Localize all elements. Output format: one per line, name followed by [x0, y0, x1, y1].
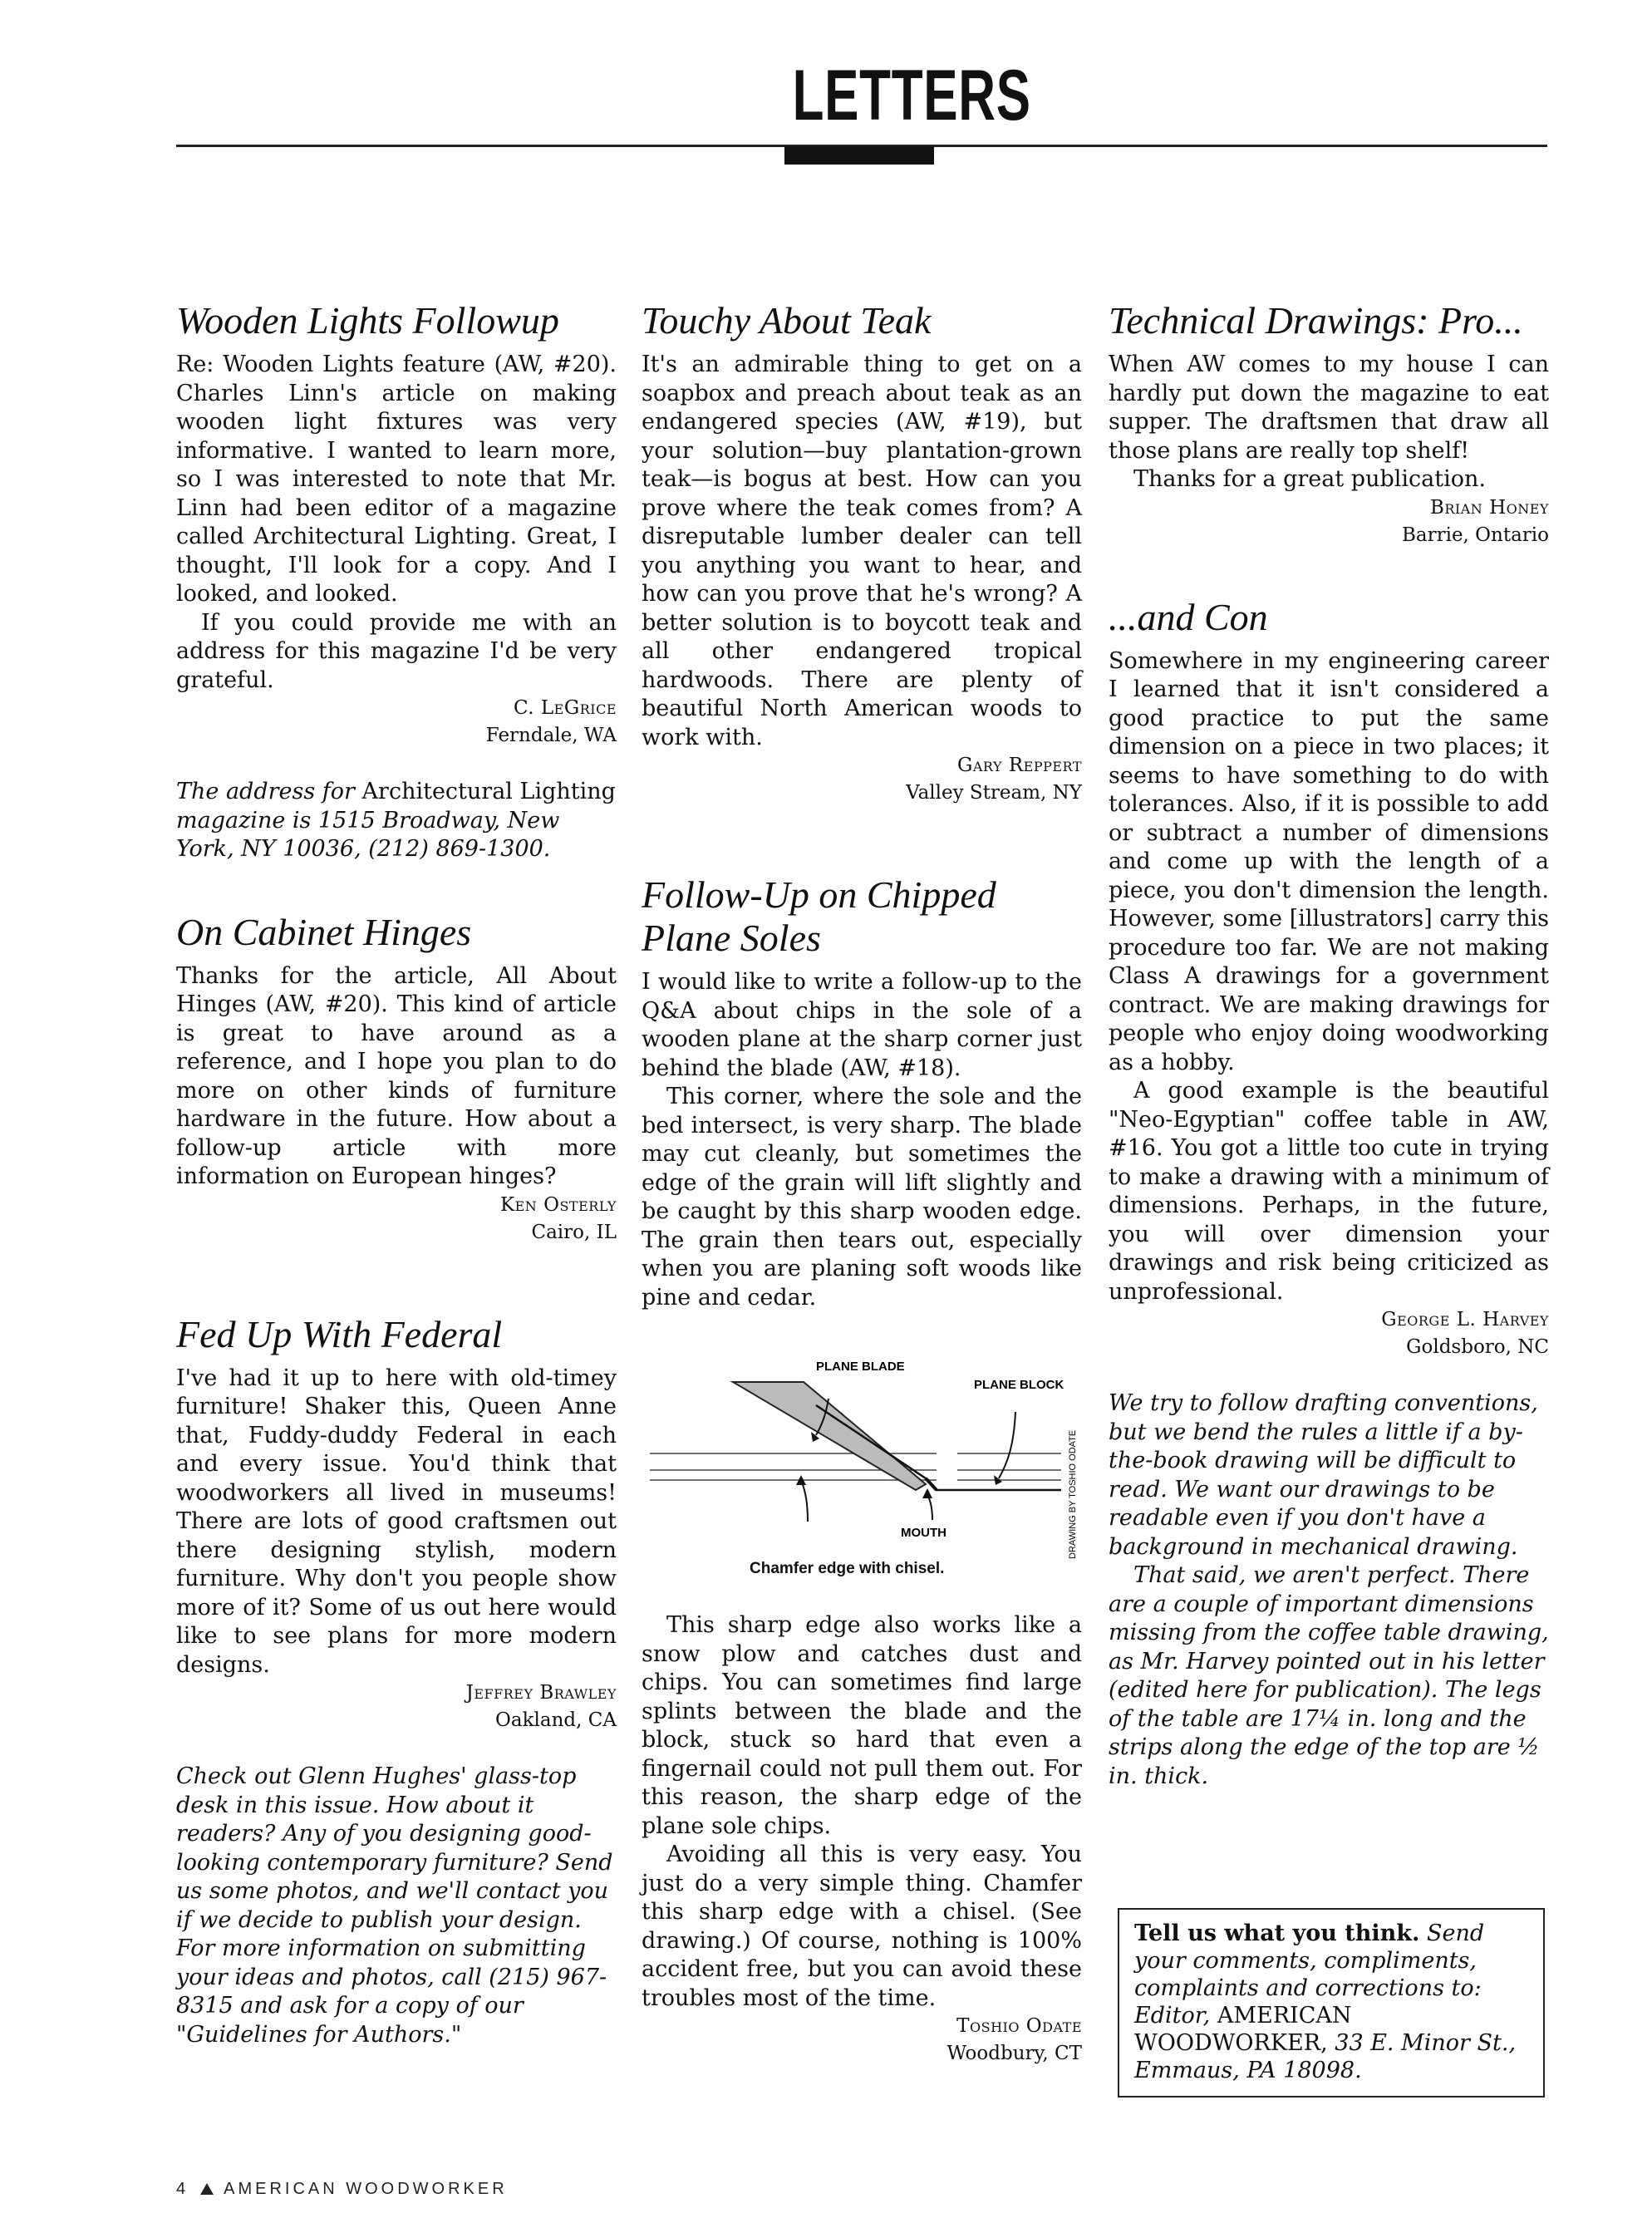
- author-location: Goldsboro, NC: [1406, 1336, 1549, 1358]
- figure-caption: Chamfer edge with chisel.: [750, 1560, 945, 1577]
- header-rule-block: [784, 146, 934, 165]
- letter-heading: Touchy About Teak: [642, 299, 932, 342]
- letter-body: Re: Wooden Lights feature (AW, #20). Charles Linn's article on making wooden light fixtures was very informative. I wanted to learn more, so I was interested to note that Mr. Linn had been editor of a magazine called Architectural Lighting. Great, I thought, I'll look for a copy. And I looked, and looked.: [176, 352, 617, 607]
- letter-heading: Follow-Up on Chipped Plane Soles: [642, 873, 996, 959]
- letter-body: I've had it up to here with old-timey furniture! Shaker this, Queen Anne that, Fuddy-duddy Federal in each and every issue. You'd think that woodworkers all lived in museums! There are lots of good craftsmen out there designing stylish, modern furniture. Why don't you people show more of it? Some of us out here would like to see plans for more modern designs.: [176, 1365, 617, 1678]
- label-plane-blade: PLANE BLADE: [816, 1360, 905, 1374]
- letter-plane-soles: [642, 873, 1082, 2068]
- drawing-credit: DRAWING BY TOSHIO ODATE: [1068, 1429, 1078, 1559]
- letter-wooden-lights: [176, 299, 617, 864]
- letter-heading: On Cabinet Hinges: [176, 910, 472, 953]
- letter-tech-con: [1109, 596, 1549, 1792]
- arrow-block: [999, 1412, 1015, 1478]
- letter-signature: [642, 2013, 1082, 2068]
- editor-note: [176, 778, 617, 864]
- tell-us-address: 33 E. Minor St., Emmaus, PA 18098.: [1134, 2030, 1517, 2083]
- letter-heading: Wooden Lights Followup: [176, 299, 559, 342]
- author-name: Brian Honey: [1429, 496, 1549, 519]
- letter-cabinet-hinges: [176, 911, 617, 1247]
- letter-body: When AW comes to my house I can hardly put down the magazine to eat supper. The draftsmen that draw all those plans are really top shelf!: [1109, 352, 1549, 464]
- letter-heading: Fed Up With Federal: [176, 1312, 503, 1355]
- letter-signature: [176, 1679, 617, 1734]
- tell-us-box: [1118, 1908, 1545, 2098]
- editor-note: Check out Glenn Hughes' glass-top desk in this issue. How about it readers? Any of you designing good-looking contemporary furniture? Send us some photos, and we'll contact you if we decide to publish your design. For more information on submitting your ideas and photos, call (215) 967-8315 and ask for a copy of our "Guidelines for Authors.": [176, 1763, 613, 2048]
- magazine-name: Architectural Lighting: [361, 779, 616, 804]
- letter-body: Somewhere in my engineering career I learned that it isn't considered a good practice to put the same dimension on a piece in two places; it seems to have something to do with tolerances. Also, if it is possible to add or subtract a number of dimensions and come up with the length of a piece, you don't dimension the length. However, some [illustrators] carry this procedure too far. We are not making Class A drawings for a government contract. We are making drawings for people who enjoy doing woodworking as a hobby.: [1109, 647, 1549, 1075]
- author-name: Toshio Odate: [956, 2015, 1082, 2037]
- plane-blade-shape: [733, 1382, 926, 1490]
- tell-us-magazine: AMERICAN WOODWORKER,: [1134, 2003, 1352, 2056]
- author-location: Oakland, CA: [495, 1709, 617, 1731]
- letter-body: This corner, where the sole and the bed intersect, is very sharp. The blade may cut cleanly, but sometimes the edge of the grain will lift slightly and be caught by this sharp wooden edge. The grain then tears out, especially when you are planing soft woods like pine and cedar.: [642, 1084, 1082, 1311]
- author-location: Cairo, IL: [531, 1221, 617, 1243]
- letter-heading: ...and Con: [1109, 595, 1268, 638]
- tell-us-lead: Tell us what you think.: [1134, 1920, 1420, 1946]
- column-1: [176, 299, 617, 2049]
- letter-signature: [176, 695, 617, 750]
- triangle-icon: [200, 2183, 214, 2195]
- author-name: George L. Harvey: [1381, 1309, 1549, 1330]
- arrow-mouth: [927, 1495, 932, 1520]
- plane-drawing: [642, 1355, 1082, 1563]
- letter-signature: [642, 752, 1082, 807]
- letter-teak: [642, 299, 1082, 807]
- letter-signature: [1109, 494, 1549, 549]
- letter-tech-pro: [1109, 299, 1549, 549]
- arrow-chamfer: [801, 1480, 808, 1522]
- plane-diagram: [642, 1355, 1082, 1578]
- author-location: Valley Stream, NY: [906, 782, 1082, 804]
- tell-us-body: Send your comments, compliments, complaints and corrections to: Editor,: [1134, 1920, 1485, 2029]
- footer-magazine: AMERICAN WOODWORKER: [224, 2180, 508, 2198]
- author-location: Barrie, Ontario: [1401, 524, 1549, 546]
- arrowhead-blade: [811, 1432, 819, 1442]
- letter-heading: Technical Drawings: Pro...: [1109, 299, 1523, 342]
- column-2: [642, 299, 1082, 2068]
- page-title: LETTERS: [792, 56, 1031, 135]
- letter-body: A good example is the beautiful "Neo-Egyptian" coffee table in AW, #16. You got a little too cute in trying to make a drawing with a minimum of dimensions. Perhaps, in the future, you will over dimension your drawings and risk being criticized as unprofessional.: [1109, 1078, 1549, 1305]
- author-location: Woodbury, CT: [946, 2043, 1082, 2064]
- editor-note-text: magazine is 1515 Broadway, New York, NY 10036, (212) 869-1300.: [176, 807, 560, 862]
- author-name: Jeffrey Brawley: [465, 1682, 617, 1704]
- author-name: Ken Osterly: [499, 1193, 617, 1216]
- letter-signature: [176, 1192, 617, 1247]
- author-name: Gary Reppert: [956, 755, 1082, 776]
- label-plane-block: PLANE BLOCK: [974, 1378, 1064, 1392]
- letter-body: Thanks for the article, All About Hinges (AW, #20). This kind of article is great to have around as a reference, and I hope you plan to do more on other kinds of furniture hardware in the future. How about a follow-up article with more information on European hinges?: [176, 962, 617, 1189]
- column-3: [1109, 299, 1549, 1791]
- arrowhead-mouth: [922, 1488, 932, 1498]
- letter-body: If you could provide me with an address for this magazine I'd be very grateful.: [176, 609, 617, 693]
- author-location: Ferndale, WA: [485, 725, 617, 746]
- label-mouth: MOUTH: [901, 1526, 946, 1540]
- letter-signature: [1109, 1306, 1549, 1361]
- editor-note: We try to follow drafting conventions, but we bend the rules a little if a by-the-book drawing will be difficult to read. We want our drawings to be readable even if you don't have a background in mechanical drawing.: [1109, 1390, 1538, 1560]
- letter-body: This sharp edge also works like a snow plow and catches dust and chips. You can sometimes find large splints between the blade and the block, stuck so hard that even a fingernail could not pull them out. For this reason, the sharp edge of the plane sole chips.: [642, 1612, 1082, 1839]
- page-footer: [176, 2180, 508, 2199]
- letter-body: It's an admirable thing to get on a soapbox and preach about teak as an endangered species (AW, #19), but your solution—buy plantation-grown teak—is bogus at best. How can you prove where the teak comes from? A disreputable lumber dealer can tell you anything you want to hear, and how can you prove that he's wrong? A better solution is to boycott teak and all other endangered tropical hardwoods. There are plenty of beautiful North American woods to work with.: [642, 352, 1082, 750]
- author-name: C. LeGrice: [513, 697, 617, 719]
- letter-body: I would like to write a follow-up to the Q&A about chips in the sole of a wooden plane at the sharp corner just behind the blade (AW, #18).: [642, 969, 1082, 1081]
- letter-body: Thanks for a great publication.: [1133, 466, 1486, 492]
- page-number: 4: [176, 2180, 189, 2198]
- editor-note-text: The address for: [176, 779, 362, 804]
- letter-body: Avoiding all this is very easy. You just do a very simple thing. Chamfer this sharp edge with a chisel. (See drawing.) Of course, nothing is 100% accident free, but you can avoid these troubles most of the time.: [642, 1842, 1082, 2011]
- editor-note: That said, we aren't perfect. There are a couple of important dimensions missing from the coffee table drawing, as Mr. Harvey pointed out in his letter (edited here for publication). The legs of the table are 17¼ in. long and the strips along the edge of the top are ½ in. thick.: [1109, 1562, 1549, 1789]
- letter-federal: [176, 1313, 617, 2050]
